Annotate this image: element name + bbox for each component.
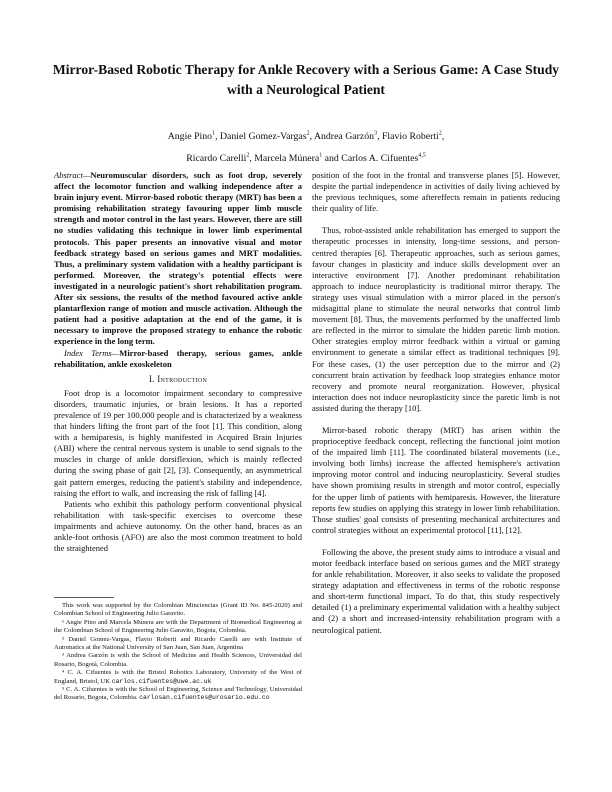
author: Ricardo Carelli$^2$,	[186, 152, 255, 164]
footnote: ⁴ C. A. Cifuentes is with the Bristol Robotics Laboratory, University of the West of England, Bristol, UK carlos.cifuentes@uwe.ac.uk	[54, 669, 302, 685]
abstract-label: Abstract	[54, 170, 83, 180]
section-heading-introduction: I. Introduction	[148, 373, 208, 384]
footnotes	[54, 597, 302, 703]
email-link[interactable]: carlos.cifuentes@uwe.ac.uk	[111, 677, 212, 685]
index-terms-label: Index Terms	[64, 347, 112, 358]
author: Andrea Garzón$^3$,	[313, 131, 382, 143]
index-terms-text: Mirror-based therapy, serious games, ankle rehabilitation, ankle exoskeleton	[54, 347, 302, 369]
author: Daniel Gomez-Vargas$^2$,	[219, 131, 314, 143]
footnote: ² Daniel Gomez-Vargas, Flavio Roberti and Ricardo Carelli are with Institute of Automatics at the National University of San Juan, San Juan, Argentina	[54, 635, 302, 652]
paragraph: Thus, robot-assisted ankle rehabilitation has emerged to support the therapeutic processes in intensity, long-time sessions, and person-centred therapies [6]. Therapeutic approaches, such as serious games, favour changes in plasticity and induce skills development over an interactive environment [7]. Another predominant rehabilitation approach to induce neuroplasticity is traditional mirror therapy. The strategy uses visual stimulation with a mirror placed in the person's midsagittal plane to stimulate the neural networks that control limb movement [8]. Thus, the movements performed by the unaffected limb are reflected in the mirror to simulate the hidden paretic limb motion. Other strategies employ mirror feedback within a virtual or gaming environment to generate a similar effect as traditional techniques [9]. For these cases, (1) the user perception due to the mirror and (2) concurrent brain activation by feedback loop strategies enhance motor recovery and promote neural reorganization. However, physical interaction does not induce neuroplasticity since the paretic limb is not assisted during the therapy [10].	[312, 225, 560, 413]
right-column	[312, 170, 560, 636]
author-list	[40, 125, 572, 168]
left-column	[54, 170, 302, 554]
footnote-rule	[54, 597, 114, 598]
footnote: ³ Andrea Garzón is with the School of Medicine and Health Sciences, Universidad del Rosario, Bogotá, Colombia.	[54, 652, 302, 668]
abstract: Abstract—Neuromuscular disorders, such as foot drop, severely affect the locomotor function and walking independence after a brain injury event. Mirror-based robotic therapy (MRT) has been a promising rehabilitation strategy favouring upper limb muscle strength and motor control in the last years. However, there are still no studies validating this technique in lower limb experimental protocols. This paper presents an innovative visual and motor feedback strategy based on serious games and MRT modalities. Thus, a preliminary system validation with a healthy participant is performed. Moreover, the strategy's potential effects were investigated in a neurologic patient's short rehabilitation program. After six sessions, the results of the method favoured active ankle plantarflexion range of motion and muscle activation. Although the patient had a positive adaptation at the end of the game, it is necessary to improve the proposed strategy to enhance the robotic experience in the long term.	[54, 170, 302, 347]
footnote: ¹ Angie Pino and Marcela Múnera are with the Department of Biomedical Engineering at the Colombian School of Engineering Julio Garavito, Bogota, Colombia.	[54, 618, 302, 635]
author: Carlos A. Cifuentes$^{4,5}$	[341, 152, 426, 164]
paragraph: Mirror-based robotic therapy (MRT) has arisen within the proprioceptive feedback concept, reflecting the functional joint motion of the impaired limb [11]. The coordinated bilateral movements (i.e., involving both limbs) increase the affected hemisphere's activation improving motor control and inducing neuroplasticity. Several studies have shown promising results in strength and motor control, especially for the upper limb of patients with hemiparesis. However, the literature reports few studies on applying this strategy in lower limb rehabilitation. Those studies' goal consists of presenting mechanical architectures and control strategies without an experimental protocol [11], [12].	[312, 424, 560, 535]
footnote: This work was supported by the Colombian Minciencias (Grant ID No. 845-2020) and Colombian School of Engineering Julio Garavito.	[54, 602, 302, 618]
author: Angie Pino$^1$,	[167, 131, 220, 143]
footnote: ⁵ C. A. Cifuentes is with the School of Engineering, Science and Technology, Universidad del Rosario, Bogota, Colombia. carlosan.cifuentes@urosario.edu.co	[54, 686, 302, 702]
email-link[interactable]: carlosan.cifuentes@urosario.edu.co	[139, 694, 270, 702]
index-terms: Index Terms—Mirror-based therapy, serious games, ankle rehabilitation, ankle exoskeleton	[54, 347, 302, 369]
abstract-text: Neuromuscular disorders, such as foot drop, severely affect the locomotor function and walking independence after a brain injury event. Mirror-based robotic therapy (MRT) has been a promising rehabilitation strategy favouring upper limb muscle strength and motor control in the last years. However, there are still no studies validating this technique in lower limb experimental protocols. This paper presents an innovative visual and motor feedback strategy based on serious games and MRT modalities. Thus, a preliminary system validation with a healthy participant is performed. Moreover, the strategy's potential effects were investigated in a neurologic patient's short rehabilitation program. After six sessions, the results of the method favoured active ankle plantarflexion range of motion and muscle activation. Although the patient had a positive adaptation at the end of the game, it is necessary to improve the proposed strategy to enhance the robotic experience in the long term.	[54, 170, 302, 347]
author: Flavio Roberti$^2$,	[381, 131, 445, 143]
paragraph: Following the above, the present study aims to introduce a visual and motor feedback interface based on serious games and the MRT strategy for ankle rehabilitation. Moreover, it also seeks to validate the proposed strategy adaptation and effectiveness in terms of the robotic response and short-term functional impact. To do that, this study respectively detailed (1) a preliminary experimental validation with a healthy subject and (2) a short and increased-intensity rehabilitation program with a neurological patient.	[312, 546, 560, 635]
paragraph: Patients who exhibit this pathology perform conventional physical rehabilitation with task-specific exercises to overcome these impairments and achieve autonomy. On the other hand, braces as an ankle-foot orthosis (AFO) are also the most common treatment to hold the straightened	[54, 498, 302, 554]
paper-title: Mirror-Based Robotic Therapy for Ankle Recovery with a Serious Game: A Case Study with a Neurological Patient	[52, 62, 560, 97]
paragraph: Foot drop is a locomotor impairment secondary to compressive disorders, traumatic injuries, or brain lesions. It has a reported prevalence of 19 per 100.000 people and is characterized by a weakness that hinders lifting the front part of the foot [1]. This condition, along with a hemiparesis, is highly manifested in Acquired Brain Injuries (ABI) where the central nervous system is unable to send signals to the muscles in charge of ankle dorsiflexion, which is mainly reflected during the swing phase of gait [2], [3]. Consequently, an asymmetrical gait pattern emerges, reducing the patient's stability and independence, raising the effort to walk, and increasing the risk of falling [4].	[54, 387, 302, 498]
author: Marcela Múnera$^1$ and	[254, 152, 342, 164]
paragraph: position of the foot in the frontal and transverse planes [5]. However, despite the partial independence in activities of daily living achieved by the previous techniques, some aftereffects remain in patients reducing their quality of life.	[312, 170, 560, 214]
